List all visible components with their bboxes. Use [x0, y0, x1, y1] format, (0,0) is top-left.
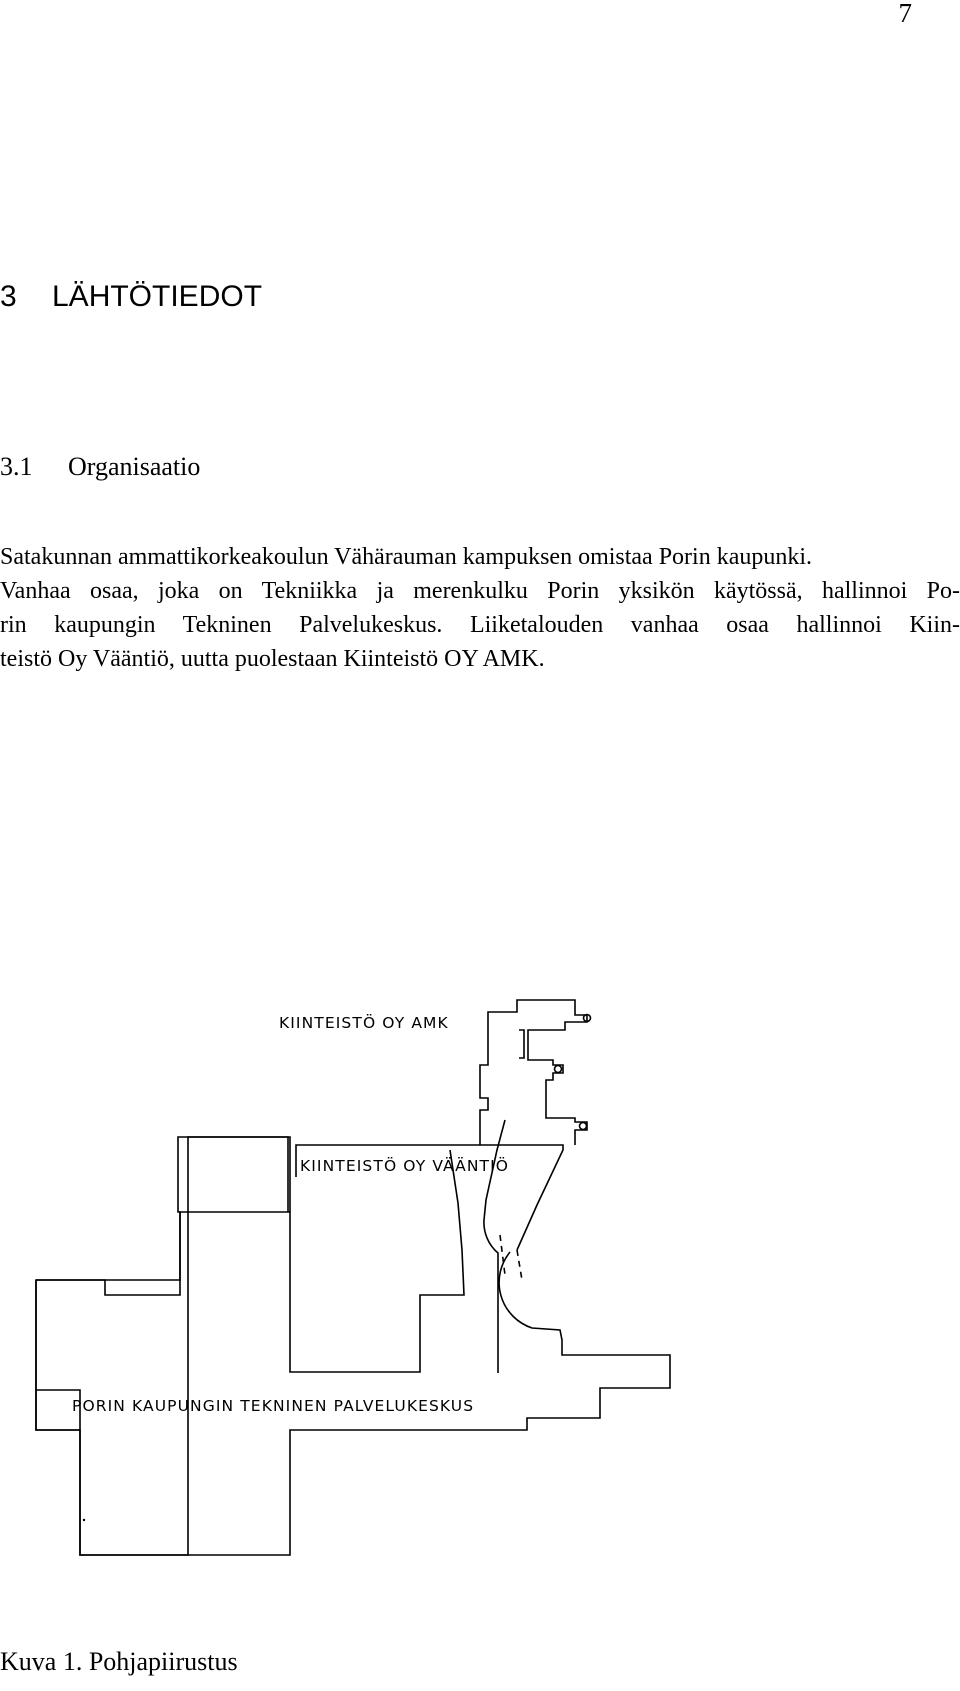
main-building-outline: [36, 1212, 188, 1280]
body-paragraph: [0, 540, 960, 676]
section-heading: [0, 452, 200, 482]
porin-building-outline: [36, 1120, 505, 1555]
connector-dashed: [500, 1235, 522, 1280]
amk-detail-circle-3: [580, 1123, 587, 1130]
paragraph-line: teistö Oy Vääntiö, uutta puolestaan Kiinteistö OY AMK.: [0, 646, 545, 672]
chapter-heading: [0, 280, 262, 314]
chapter-number: 3: [0, 280, 17, 313]
page-number: 7: [898, 0, 912, 28]
figure-caption: Kuva 1. Pohjapiirustus: [0, 1647, 238, 1676]
amk-detail-circle-2: [555, 1066, 562, 1073]
paragraph-line: rin kaupungin Tekninen Palvelukeskus. Liiketalouden vanhaa osaa hallinnoi Kiin-: [0, 612, 960, 638]
label-kiinteisto-vaantio: KIINTEISTÖ OY VÄÄNTIÖ: [300, 1157, 510, 1175]
label-porin-palvelukeskus: PORIN KAUPUNGIN TEKNINEN PALVELUKESKUS: [72, 1397, 475, 1415]
chapter-title: LÄHTÖTIEDOT: [52, 280, 263, 313]
paragraph-line: Vanhaa osaa, joka on Tekniikka ja merenkulku Porin yksikön käytössä, hallinnoi Po-: [0, 578, 960, 604]
label-kiinteisto-amk: KIINTEISTÖ OY AMK: [279, 1014, 449, 1032]
floor-plan-drawing: [0, 995, 700, 1615]
section-number: 3.1: [0, 452, 33, 481]
floor-plan-figure: [0, 995, 700, 1615]
amk-stair-bracket: [519, 1030, 524, 1058]
stray-dot: [83, 1519, 85, 1521]
amk-building-outline: [480, 1000, 587, 1145]
paragraph-line: Satakunnan ammattikorkeakoulun Vähärauman kampuksen omistaa Porin kaupunki.: [0, 544, 813, 570]
middle-tower-outline: [188, 1137, 290, 1212]
section-title: Organisaatio: [68, 452, 201, 481]
